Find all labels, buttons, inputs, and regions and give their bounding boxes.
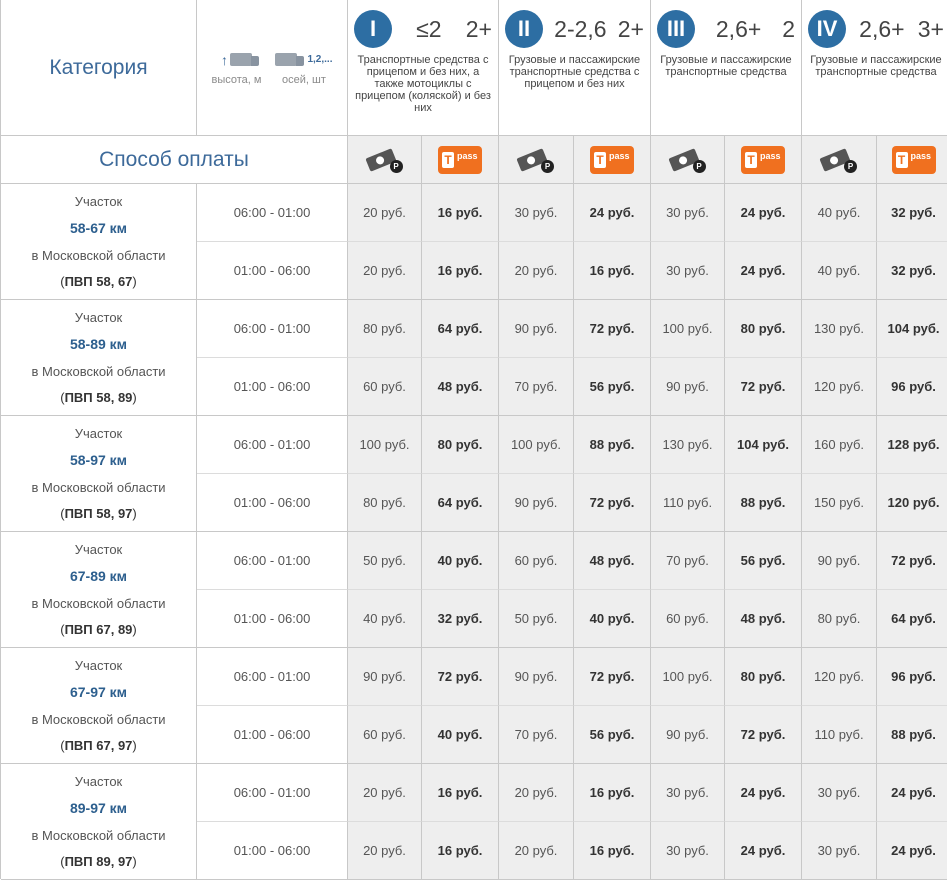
- tpass-word: pass: [609, 150, 630, 161]
- pvp-open-paren: (: [60, 274, 65, 290]
- axles-value: 1,2,...: [307, 54, 333, 65]
- class-badge: IV: [808, 10, 846, 48]
- price-tpass: 80 руб.: [725, 648, 802, 706]
- vehicle-legend: [197, 0, 348, 136]
- price-cash: 30 руб.: [651, 184, 725, 242]
- price-cash: 30 руб.: [802, 764, 877, 822]
- pvp-points: ПВП 67, 89: [64, 622, 133, 638]
- time-range: 01:00 - 06:00: [197, 242, 348, 300]
- class-iii-header: [651, 0, 802, 136]
- tpass-letter: T: [594, 152, 606, 168]
- price-cash: 60 руб.: [651, 590, 725, 648]
- price-tpass: 56 руб.: [574, 706, 651, 764]
- tpass-transponder-icon: [438, 146, 482, 174]
- section-region: в Московской области: [31, 595, 166, 611]
- price-tpass: 128 руб.: [877, 416, 947, 474]
- section-km: 67-97 км: [69, 684, 128, 701]
- section-label: [1, 648, 197, 764]
- section-pvp: [60, 274, 137, 289]
- price-cash: 50 руб.: [348, 532, 422, 590]
- section-region: в Московской области: [31, 363, 166, 379]
- truck-icon: [275, 53, 297, 66]
- pvp-close-paren: ): [132, 622, 137, 638]
- price-tpass: 16 руб.: [422, 764, 499, 822]
- time-range: 06:00 - 01:00: [197, 764, 348, 822]
- pvp-points: ПВП 89, 97: [64, 854, 133, 870]
- time-range: 01:00 - 06:00: [197, 358, 348, 416]
- section-label: [1, 532, 197, 648]
- price-tpass: 72 руб.: [725, 358, 802, 416]
- class-axles: 3+: [917, 15, 944, 42]
- section-pvp: [60, 738, 137, 753]
- price-tpass: 32 руб.: [422, 590, 499, 648]
- cash-payment-icon: [365, 147, 405, 173]
- price-cash: 110 руб.: [651, 474, 725, 532]
- class-axles: 2+: [617, 15, 644, 42]
- section-region: в Московской области: [31, 711, 166, 727]
- price-cash: 80 руб.: [348, 474, 422, 532]
- price-cash: 90 руб.: [499, 474, 574, 532]
- price-cash: 90 руб.: [348, 648, 422, 706]
- pvp-points: ПВП 58, 89: [64, 390, 133, 406]
- tpass-transponder-icon: [892, 146, 936, 174]
- tpass-word: pass: [910, 150, 932, 161]
- time-range: 01:00 - 06:00: [197, 474, 348, 532]
- section-prefix: Участок: [74, 309, 123, 325]
- price-cash: 90 руб.: [651, 358, 725, 416]
- price-tpass: 16 руб.: [574, 822, 651, 880]
- cash-payment-cell: [802, 136, 877, 184]
- price-cash: 80 руб.: [348, 300, 422, 358]
- class-i-header: [348, 0, 499, 136]
- price-tpass: 104 руб.: [725, 416, 802, 474]
- tpass-payment-cell: [725, 136, 802, 184]
- pvp-open-paren: (: [60, 622, 65, 638]
- section-label: [1, 300, 197, 416]
- price-cash: 60 руб.: [348, 706, 422, 764]
- class-badge: III: [657, 10, 695, 48]
- section-prefix: Участок: [74, 541, 123, 557]
- cash-payment-cell: [651, 136, 725, 184]
- class-height: 2,6+: [715, 15, 762, 42]
- price-tpass: 104 руб.: [877, 300, 947, 358]
- coin-icon: P: [390, 160, 403, 173]
- price-cash: 20 руб.: [499, 822, 574, 880]
- pvp-close-paren: ): [132, 506, 137, 522]
- price-tpass: 88 руб.: [877, 706, 947, 764]
- time-range: 01:00 - 06:00: [197, 822, 348, 880]
- price-tpass: 16 руб.: [422, 242, 499, 300]
- price-tpass: 64 руб.: [422, 300, 499, 358]
- price-tpass: 24 руб.: [877, 822, 947, 880]
- cash-payment-cell: [348, 136, 422, 184]
- price-tpass: 72 руб.: [725, 706, 802, 764]
- time-range: 06:00 - 01:00: [197, 648, 348, 706]
- price-tpass: 72 руб.: [574, 648, 651, 706]
- class-height: ≤2: [416, 15, 442, 42]
- price-cash: 130 руб.: [802, 300, 877, 358]
- section-region: в Московской области: [31, 479, 166, 495]
- section-label: [1, 184, 197, 300]
- price-cash: 80 руб.: [802, 590, 877, 648]
- section-label: [1, 764, 197, 880]
- price-tpass: 16 руб.: [574, 242, 651, 300]
- price-cash: 40 руб.: [802, 184, 877, 242]
- price-tpass: 48 руб.: [422, 358, 499, 416]
- price-cash: 60 руб.: [499, 532, 574, 590]
- price-tpass: 40 руб.: [574, 590, 651, 648]
- price-tpass: 96 руб.: [877, 648, 947, 706]
- tpass-letter: T: [745, 152, 757, 168]
- price-cash: 20 руб.: [348, 822, 422, 880]
- price-tpass: 88 руб.: [574, 416, 651, 474]
- time-range: 06:00 - 01:00: [197, 416, 348, 474]
- price-tpass: 24 руб.: [725, 764, 802, 822]
- price-tpass: 80 руб.: [725, 300, 802, 358]
- price-cash: 20 руб.: [348, 242, 422, 300]
- pvp-open-paren: (: [60, 390, 65, 406]
- coin-icon: P: [844, 160, 857, 173]
- price-tpass: 72 руб.: [422, 648, 499, 706]
- price-tpass: 24 руб.: [725, 822, 802, 880]
- height-arrow-icon: ↑: [220, 51, 228, 68]
- time-range: 01:00 - 06:00: [197, 706, 348, 764]
- tpass-word: pass: [760, 150, 781, 161]
- pvp-open-paren: (: [60, 854, 65, 870]
- pvp-points: ПВП 58, 67: [64, 274, 133, 290]
- price-cash: 20 руб.: [499, 764, 574, 822]
- price-tpass: 24 руб.: [725, 242, 802, 300]
- price-tpass: 16 руб.: [574, 764, 651, 822]
- axles-legend-label: осей, шт: [282, 73, 326, 86]
- section-prefix: Участок: [74, 657, 123, 673]
- height-legend-label: высота, м: [211, 73, 262, 86]
- pvp-close-paren: ): [132, 390, 137, 406]
- pvp-open-paren: (: [60, 506, 65, 522]
- price-cash: 90 руб.: [499, 648, 574, 706]
- section-km: 58-67 км: [69, 220, 128, 237]
- section-km: 58-89 км: [69, 336, 128, 353]
- tpass-letter: T: [442, 152, 454, 168]
- price-tpass: 40 руб.: [422, 532, 499, 590]
- price-tpass: 24 руб.: [725, 184, 802, 242]
- class-badge: II: [505, 10, 543, 48]
- section-pvp: [60, 390, 137, 405]
- section-pvp: [60, 854, 137, 869]
- price-tpass: 96 руб.: [877, 358, 947, 416]
- section-km: 89-97 км: [69, 800, 128, 817]
- cash-payment-cell: [499, 136, 574, 184]
- tpass-letter: T: [896, 152, 908, 168]
- tpass-transponder-icon: [590, 146, 634, 174]
- pvp-points: ПВП 67, 97: [64, 738, 133, 754]
- tpass-word: pass: [457, 150, 478, 161]
- time-range: 06:00 - 01:00: [197, 532, 348, 590]
- section-km: 58-97 км: [69, 452, 128, 469]
- pvp-close-paren: ): [132, 274, 137, 290]
- price-tpass: 72 руб.: [877, 532, 947, 590]
- price-cash: 120 руб.: [802, 648, 877, 706]
- class-axles: 2+: [465, 15, 492, 42]
- tpass-payment-cell: [422, 136, 499, 184]
- price-tpass: 48 руб.: [574, 532, 651, 590]
- pvp-open-paren: (: [60, 738, 65, 754]
- section-prefix: Участок: [74, 193, 123, 209]
- section-pvp: [60, 622, 137, 637]
- price-cash: 30 руб.: [651, 764, 725, 822]
- price-tpass: 88 руб.: [725, 474, 802, 532]
- price-cash: 20 руб.: [348, 764, 422, 822]
- price-cash: 60 руб.: [348, 358, 422, 416]
- class-height: 2,6+: [859, 15, 905, 42]
- price-cash: 90 руб.: [802, 532, 877, 590]
- tpass-transponder-icon: [741, 146, 785, 174]
- price-cash: 120 руб.: [802, 358, 877, 416]
- axles-legend: [275, 50, 332, 86]
- price-cash: 30 руб.: [651, 242, 725, 300]
- price-cash: 30 руб.: [499, 184, 574, 242]
- coin-icon: P: [693, 160, 706, 173]
- class-description: Грузовые и пассажирские транспортные средства: [660, 54, 792, 78]
- class-axles: 2: [782, 15, 795, 42]
- tpass-payment-cell: [877, 136, 947, 184]
- section-label: [1, 416, 197, 532]
- price-cash: 100 руб.: [499, 416, 574, 474]
- cash-payment-icon: [516, 147, 556, 173]
- price-cash: 70 руб.: [499, 358, 574, 416]
- price-cash: 130 руб.: [651, 416, 725, 474]
- class-description: Транспортные средства с прицепом и без них, а также мотоциклы с прицепом (коляской) и без них: [355, 54, 491, 114]
- price-cash: 110 руб.: [802, 706, 877, 764]
- section-region: в Московской области: [31, 247, 166, 263]
- class-ii-header: [499, 0, 651, 136]
- price-cash: 70 руб.: [499, 706, 574, 764]
- class-height: 2-2,6: [554, 15, 607, 42]
- price-cash: 160 руб.: [802, 416, 877, 474]
- payment-heading: Способ оплаты: [1, 136, 348, 184]
- price-cash: 90 руб.: [651, 706, 725, 764]
- price-tpass: 16 руб.: [422, 184, 499, 242]
- coin-icon: P: [541, 160, 554, 173]
- time-range: 06:00 - 01:00: [197, 184, 348, 242]
- price-tpass: 64 руб.: [422, 474, 499, 532]
- tpass-payment-cell: [574, 136, 651, 184]
- price-cash: 100 руб.: [651, 648, 725, 706]
- class-description: Грузовые и пассажирские транспортные средства: [810, 54, 942, 78]
- price-cash: 50 руб.: [499, 590, 574, 648]
- category-heading: Категория: [1, 0, 197, 136]
- class-iv-header: [802, 0, 947, 136]
- class-badge: I: [354, 10, 392, 48]
- price-cash: 100 руб.: [348, 416, 422, 474]
- pvp-close-paren: ): [132, 738, 137, 754]
- price-tpass: 64 руб.: [877, 590, 947, 648]
- price-tpass: 56 руб.: [725, 532, 802, 590]
- price-tpass: 56 руб.: [574, 358, 651, 416]
- price-tpass: 72 руб.: [574, 474, 651, 532]
- pvp-close-paren: ): [132, 854, 137, 870]
- price-tpass: 32 руб.: [877, 242, 947, 300]
- price-cash: 30 руб.: [651, 822, 725, 880]
- height-legend: [212, 50, 262, 86]
- time-range: 06:00 - 01:00: [197, 300, 348, 358]
- price-cash: 40 руб.: [348, 590, 422, 648]
- truck-icon: [230, 53, 252, 66]
- price-tpass: 24 руб.: [574, 184, 651, 242]
- price-tpass: 32 руб.: [877, 184, 947, 242]
- price-cash: 20 руб.: [348, 184, 422, 242]
- price-cash: 30 руб.: [802, 822, 877, 880]
- price-tpass: 120 руб.: [877, 474, 947, 532]
- class-description: Грузовые и пассажирские транспортные средства с прицепом и без них: [508, 54, 641, 90]
- price-tpass: 24 руб.: [877, 764, 947, 822]
- price-tpass: 40 руб.: [422, 706, 499, 764]
- price-cash: 150 руб.: [802, 474, 877, 532]
- cash-payment-icon: [668, 147, 708, 173]
- price-cash: 70 руб.: [651, 532, 725, 590]
- price-tpass: 48 руб.: [725, 590, 802, 648]
- price-cash: 100 руб.: [651, 300, 725, 358]
- price-tpass: 80 руб.: [422, 416, 499, 474]
- section-km: 67-89 км: [69, 568, 128, 585]
- price-cash: 90 руб.: [499, 300, 574, 358]
- time-range: 01:00 - 06:00: [197, 590, 348, 648]
- section-pvp: [60, 506, 137, 521]
- section-region: в Московской области: [31, 827, 166, 843]
- price-tpass: 72 руб.: [574, 300, 651, 358]
- price-cash: 20 руб.: [499, 242, 574, 300]
- cash-payment-icon: [819, 147, 859, 173]
- price-tpass: 16 руб.: [422, 822, 499, 880]
- section-prefix: Участок: [74, 773, 123, 789]
- section-prefix: Участок: [74, 425, 123, 441]
- pvp-points: ПВП 58, 97: [64, 506, 133, 522]
- price-cash: 40 руб.: [802, 242, 877, 300]
